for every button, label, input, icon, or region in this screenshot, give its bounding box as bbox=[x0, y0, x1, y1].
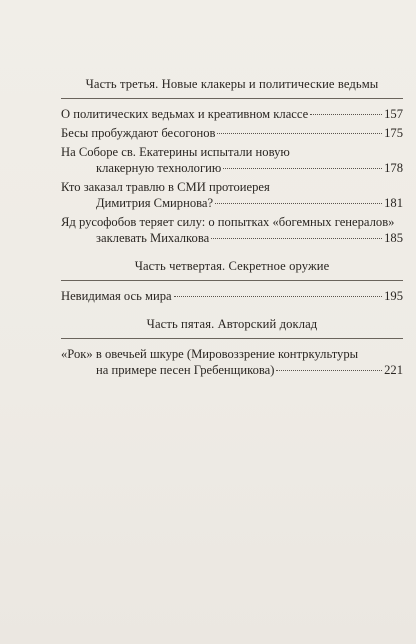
section-title: Часть третья. Новые клакеры и политические ведьмы bbox=[85, 77, 379, 91]
part-four bbox=[61, 258, 403, 304]
leader-dots bbox=[211, 238, 382, 239]
entry-title: Бесы пробуждают бесогонов bbox=[61, 126, 216, 140]
entry-title: Кто заказал травлю в СМИ протоиерея bbox=[61, 180, 270, 194]
toc-entry bbox=[61, 346, 403, 378]
entry-page-number: 178 bbox=[384, 161, 403, 175]
leader-dots bbox=[223, 168, 382, 169]
toc-entry bbox=[61, 179, 403, 211]
entry-page-number: 195 bbox=[384, 289, 403, 303]
leader-dots bbox=[174, 296, 382, 297]
leader-dots bbox=[215, 203, 382, 204]
table-of-contents bbox=[61, 76, 403, 381]
entry-title: Яд русофобов теряет силу: о попытках «богемных генералов» bbox=[61, 215, 395, 229]
entry-title: О политических ведьмах и креативном классе bbox=[61, 107, 309, 121]
toc-entry bbox=[61, 125, 403, 141]
entry-title-continuation: клакерную технологию bbox=[96, 161, 222, 175]
entry-page-number: 175 bbox=[384, 126, 403, 140]
entry-page-number: 185 bbox=[384, 231, 403, 245]
toc-entry bbox=[61, 144, 403, 176]
section-rule bbox=[61, 98, 403, 99]
section-rule bbox=[61, 280, 403, 281]
toc-entry bbox=[61, 214, 403, 246]
leader-dots bbox=[276, 370, 382, 371]
entry-title-continuation: на примере песен Гребенщикова) bbox=[96, 363, 275, 377]
leader-dots bbox=[217, 133, 382, 134]
entry-title: Невидимая ось мира bbox=[61, 289, 172, 303]
entry-title: На Соборе св. Екатерины испытали новую bbox=[61, 145, 290, 159]
entry-page-number: 181 bbox=[384, 196, 403, 210]
leader-dots bbox=[310, 114, 382, 115]
section-title: Часть пятая. Авторский доклад bbox=[146, 317, 318, 331]
section-rule bbox=[61, 338, 403, 339]
toc-entry bbox=[61, 106, 403, 122]
entry-title-continuation: заклевать Михалкова bbox=[96, 231, 210, 245]
part-five bbox=[61, 316, 403, 378]
section-title: Часть четвертая. Секретное оружие bbox=[134, 259, 330, 273]
entry-page-number: 221 bbox=[384, 363, 403, 377]
entry-title-continuation: Димитрия Смирнова? bbox=[96, 196, 214, 210]
part-three bbox=[61, 76, 403, 246]
entry-page-number: 157 bbox=[384, 107, 403, 121]
entry-title: «Рок» в овечьей шкуре (Мировоззрение контркультуры bbox=[61, 347, 359, 361]
toc-entry bbox=[61, 288, 403, 304]
